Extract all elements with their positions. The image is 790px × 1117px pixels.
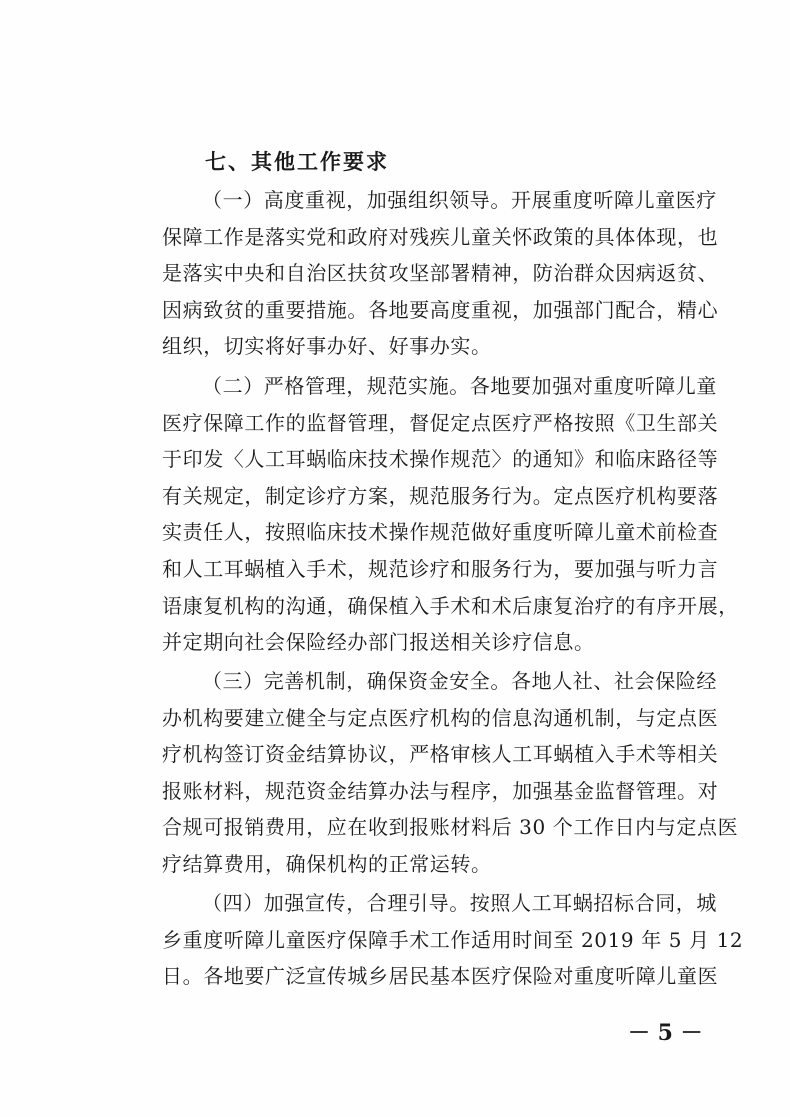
page-number: － 5 － bbox=[628, 1020, 703, 1046]
paragraph-line: 日。各地要广泛宣传城乡居民基本医疗保险对重度听障儿童医 bbox=[162, 964, 719, 989]
paragraph-line: （三）完善机制，确保资金安全。各地人社、社会保险经 bbox=[202, 669, 717, 693]
paragraph-line: 于印发〈人工耳蜗临床技术操作规范〉的通知》和临床路径等 bbox=[162, 447, 719, 472]
paragraph-line: 疗结算费用，确保机构的正常运转。 bbox=[162, 851, 492, 876]
paragraph-line: 报账材料，规范资金结算办法与程序，加强基金监督管理。对 bbox=[162, 778, 719, 803]
paragraph-line: 乡重度听障儿童医疗保障手术工作适用时间至 2019 年 5 月 12 bbox=[162, 927, 744, 952]
paragraph-line: 办机构要建立健全与定点医疗机构的信息沟通机制，与定点医 bbox=[162, 705, 719, 730]
paragraph-line: 是落实中央和自治区扶贫攻坚部署精神，防治群众因病返贫、 bbox=[162, 261, 719, 286]
paragraph-line: 并定期向社会保险经办部门报送相关诊疗信息。 bbox=[162, 630, 595, 655]
paragraph-publicity bbox=[162, 885, 744, 995]
paragraph-strict-management bbox=[162, 368, 739, 661]
paragraph-line: （四）加强宣传，合理引导。按照人工耳蜗招标合同，城 bbox=[202, 891, 717, 915]
paragraph-line: 组织，切实将好事办好、好事办实。 bbox=[162, 334, 492, 359]
paragraph-line: 因病致贫的重要措施。各地要高度重视，加强部门配合，精心 bbox=[162, 297, 719, 322]
paragraph-line: （二）严格管理，规范实施。各地要加强对重度听障儿童 bbox=[202, 374, 717, 398]
paragraph-line: 疗机构签订资金结算协议，严格审核人工耳蜗植入手术等相关 bbox=[162, 742, 719, 767]
paragraph-line: （一）高度重视，加强组织领导。开展重度听障儿童医疗 bbox=[202, 188, 717, 212]
paragraph-organization-leadership bbox=[162, 182, 727, 365]
paragraph-line: 医疗保障工作的监督管理，督促定点医疗严格按照《卫生部关 bbox=[162, 410, 719, 435]
paragraph-line: 和人工耳蜗植入手术，规范诊疗和服务行为，要加强与听力言 bbox=[162, 556, 719, 581]
paragraph-fund-security bbox=[162, 663, 739, 883]
paragraph-line: 合规可报销费用，应在收到报账材料后 30 个工作日内与定点医 bbox=[162, 815, 739, 840]
paragraph-line: 有关规定，制定诊疗方案，规范服务行为。定点医疗机构要落 bbox=[162, 483, 719, 508]
paragraph-line: 保障工作是落实党和政府对残疾儿童关怀政策的具体体现，也 bbox=[162, 224, 719, 249]
paragraph-line: 语康复机构的沟通，确保植入手术和术后康复治疗的有序开展， bbox=[162, 593, 739, 618]
section-heading: 七、其他工作要求 bbox=[205, 149, 389, 174]
paragraph-line: 实责任人，按照临床技术操作规范做好重度听障儿童术前检查 bbox=[162, 520, 719, 545]
